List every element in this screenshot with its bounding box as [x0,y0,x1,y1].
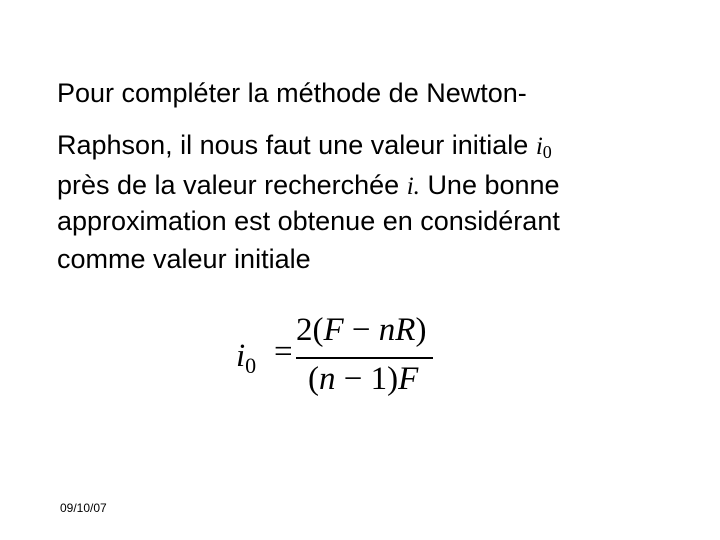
formula-lhs-subscript: 0 [245,353,257,378]
den-part-a: ( [308,361,319,397]
formula-lhs [236,338,256,379]
formula-lhs-var: i [236,338,246,374]
text-line-2-body: Raphson, il nous faut une valeur initiale [57,130,529,160]
formula-numerator [296,312,426,349]
formula-equals: = [274,334,293,370]
text-line-2 [57,130,552,167]
num-part-d: nR [378,312,416,348]
fraction-bar [296,357,433,359]
den-part-c: − 1) [335,361,399,397]
text-line-3-body: près de la valeur recherchée [57,170,400,200]
num-part-c: − [343,312,379,348]
text-line-3 [57,170,560,202]
text-line-3-rest: Une bonne [427,170,560,200]
num-part-e: ) [415,312,427,348]
var-i0: i [535,133,543,160]
footer-date: 09/10/07 [60,501,107,515]
var-i: i. [406,173,420,200]
formula-denominator [308,361,418,398]
num-part-a: 2( [296,312,324,348]
den-part-b: n [319,361,336,397]
den-part-d: F [398,361,419,397]
text-line-4: approximation est obtenue en considérant [57,206,560,236]
num-part-b: F [323,312,344,348]
text-line-1: Pour compléter la méthode de Newton- [57,78,527,108]
text-line-5: comme valeur initiale [57,244,311,274]
var-i0-subscript: 0 [542,142,552,162]
